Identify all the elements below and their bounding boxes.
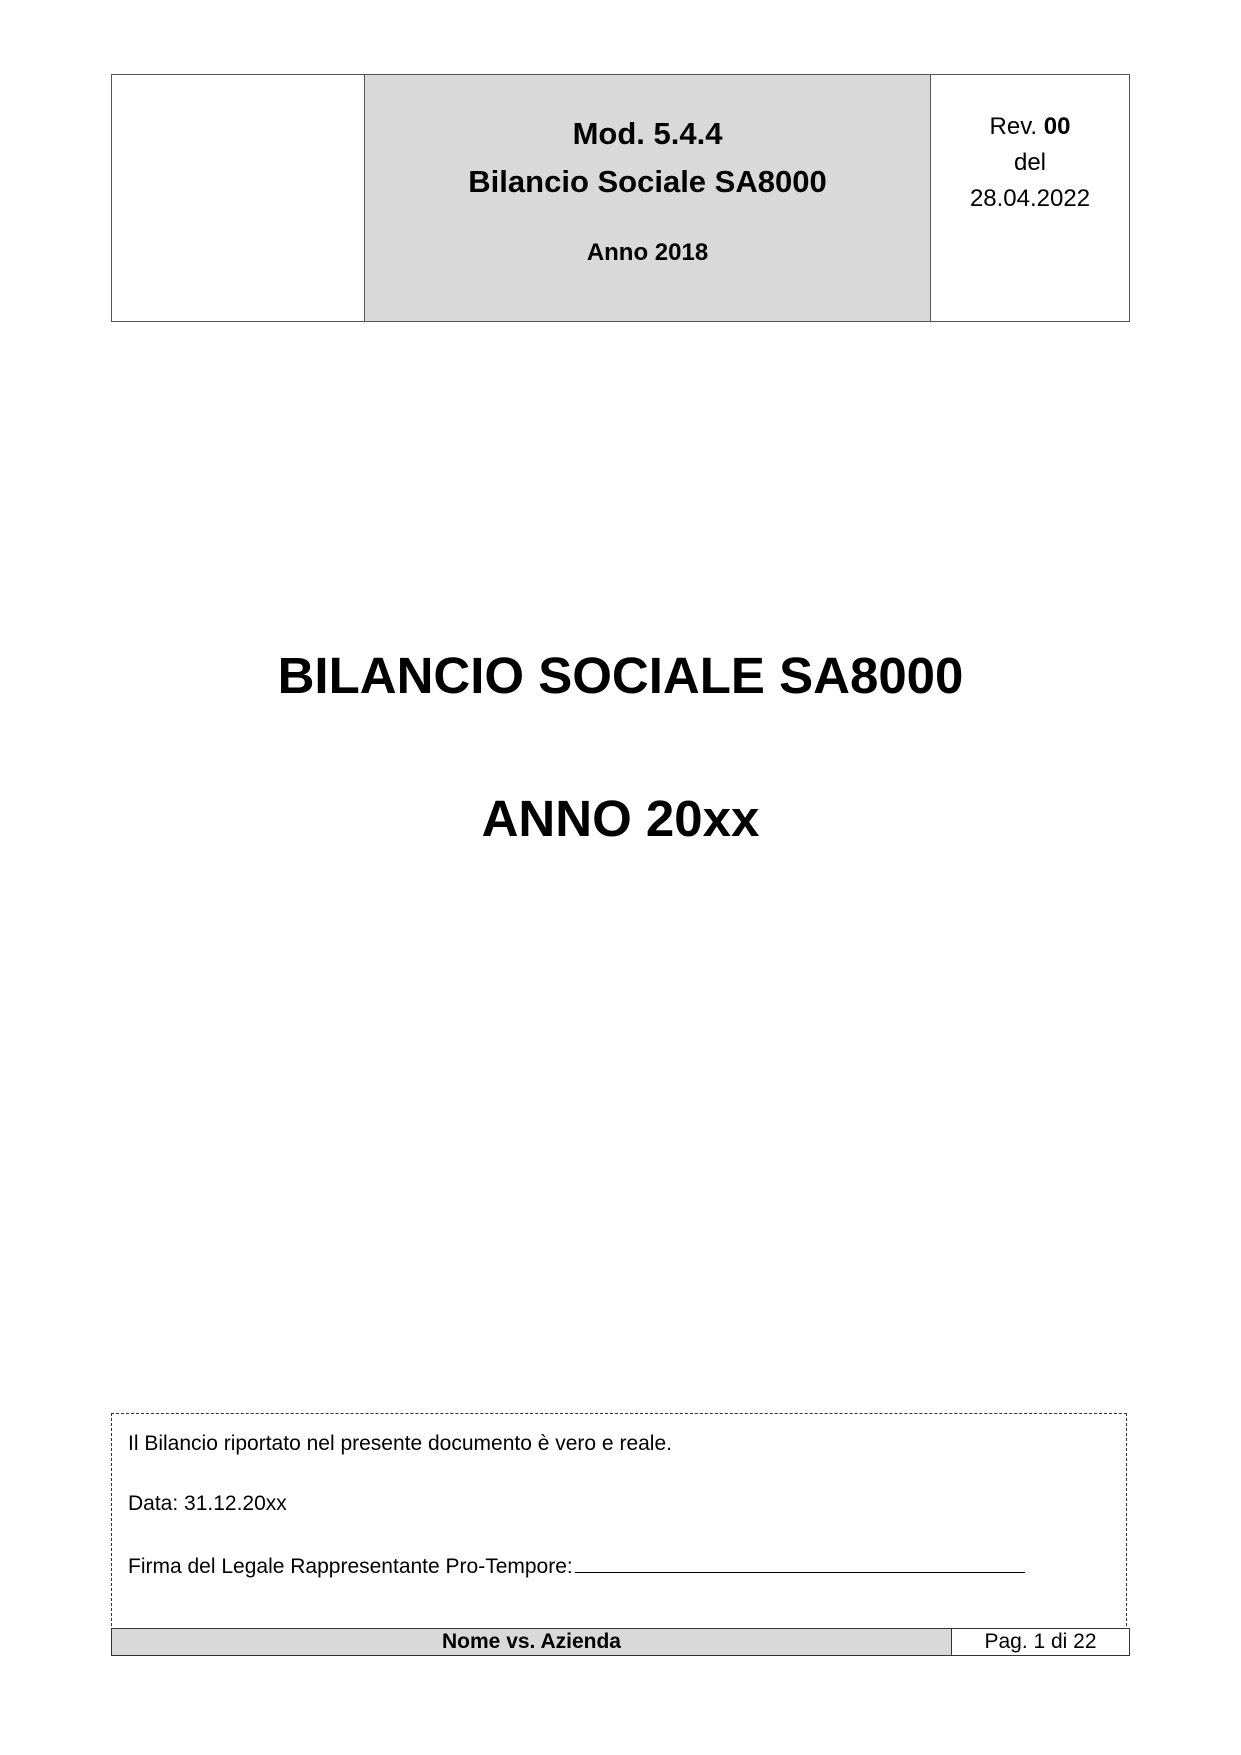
revision-prefix: Rev. — [989, 113, 1038, 140]
signature-field[interactable] — [575, 1552, 1025, 1573]
signature-label: Firma del Legale Rappresentante Pro-Tempore: — [128, 1555, 573, 1578]
header-document-title: Bilancio Sociale SA8000 — [468, 164, 827, 199]
logo-cell — [112, 75, 365, 321]
revision-date: 28.04.2022 — [969, 185, 1091, 212]
declaration-statement: Il Bilancio riportato nel presente documento è vero e reale. — [128, 1432, 672, 1455]
main-year: ANNO 20xx — [481, 790, 760, 847]
header-title-cell — [365, 75, 931, 321]
signature-row — [128, 1552, 1025, 1579]
document-header-table — [111, 74, 1130, 322]
footer-page-number: Pag. 1 di 22 — [952, 1629, 1129, 1655]
footer-company-name: Nome vs. Azienda — [112, 1629, 952, 1655]
revision-number: 00 — [1043, 113, 1071, 140]
main-title: BILANCIO SOCIALE SA8000 — [277, 647, 964, 704]
revision-cell — [931, 75, 1129, 321]
header-year-label: Anno 2018 — [586, 239, 709, 266]
module-code: Mod. 5.4.4 — [572, 116, 723, 151]
revision-line — [931, 113, 1129, 142]
declaration-box — [111, 1413, 1127, 1631]
footer-bar — [111, 1628, 1130, 1656]
declaration-date: Data: 31.12.20xx — [128, 1492, 287, 1515]
revision-del: del — [1013, 149, 1047, 176]
